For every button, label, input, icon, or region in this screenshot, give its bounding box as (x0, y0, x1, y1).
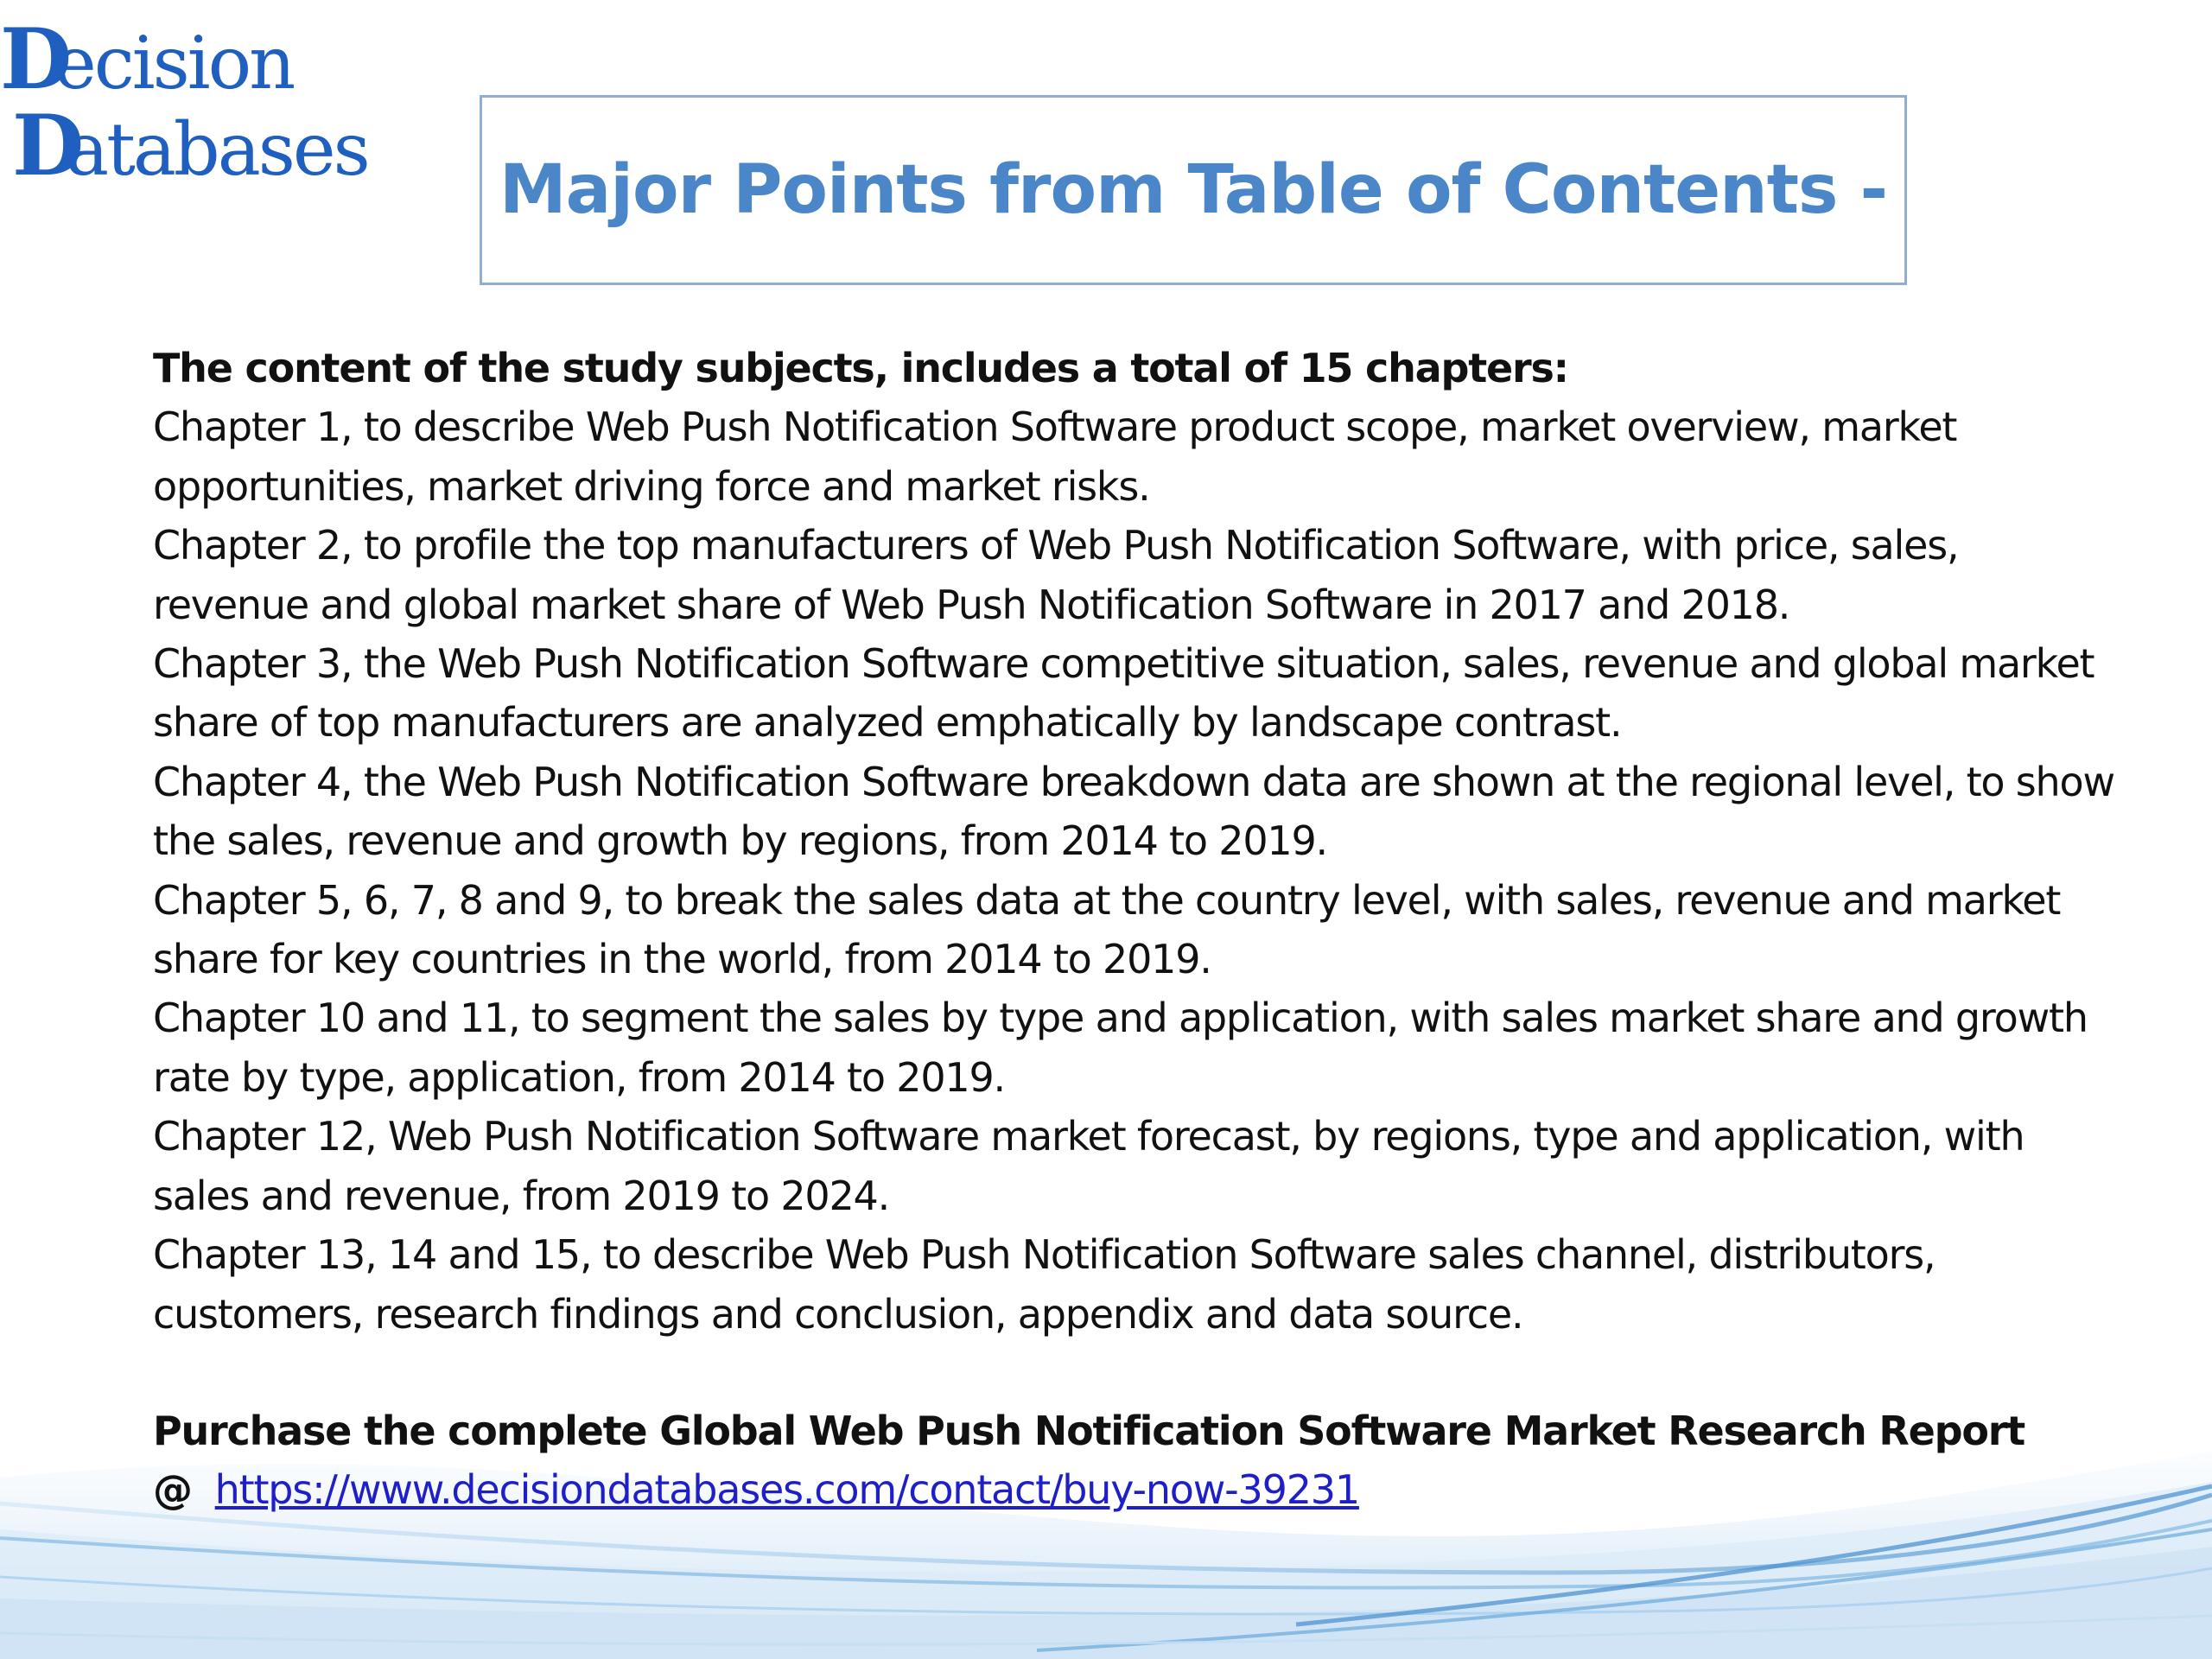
content-heading: The content of the study subjects, includes a total of 15 chapters: (153, 345, 1568, 391)
at-symbol: @ (153, 1466, 192, 1513)
title-box (480, 95, 1907, 285)
toc-content (153, 339, 2123, 1344)
purchase-text: Purchase the complete Global Web Push Notification Software Market Research Report (153, 1408, 2025, 1454)
purchase-link-line (153, 1460, 2123, 1519)
chapter-10-11: Chapter 10 and 11, to segment the sales by type and application, with sales market share and growth rate by type, application, from 2014 to 2019. (153, 995, 2088, 1101)
chapter-5-9: Chapter 5, 6, 7, 8 and 9, to break the sales data at the country level, with sales, revenue and market share for key countries in the world, from 2014 to 2019. (153, 876, 2061, 983)
logo-line-2: atabases (66, 107, 368, 181)
purchase-link[interactable]: https://www.decisiondatabases.com/contact/buy-now-39231 (214, 1466, 1359, 1513)
purchase-section (153, 1402, 2123, 1519)
chapter-4: Chapter 4, the Web Push Notification Software breakdown data are shown at the regional level, to show the sales, revenue and growth by regions, from 2014 to 2019. (153, 758, 2114, 865)
chapter-2: Chapter 2, to profile the top manufacturers of Web Push Notification Software, with price, sales, revenue and global market share of Web Push Notification Software in 2017 and 2018. (153, 522, 1959, 628)
logo-graphic (0, 17, 380, 181)
chapter-1: Chapter 1, to describe Web Push Notification Software product scope, market overview, market opportunities, market driving force and market risks. (153, 404, 1957, 510)
decision-databases-logo (0, 17, 380, 181)
chapter-12: Chapter 12, Web Push Notification Software market forecast, by regions, type and application, with sales and revenue, from 2019 to 2024. (153, 1113, 2024, 1219)
logo-initial-bottom: D (12, 97, 85, 181)
page-title: Major Points from Table of Contents - (499, 151, 1887, 229)
logo-initial-top: D (0, 17, 73, 108)
logo-line-1: ecision (54, 21, 294, 105)
chapter-3: Chapter 3, the Web Push Notification Software competitive situation, sales, revenue and global market share of top manufacturers are analyzed emphatically by landscape contrast. (153, 640, 2094, 747)
chapter-13-15: Chapter 13, 14 and 15, to describe Web Push Notification Software sales channel, distributors, customers, research findings and conclusion, appendix and data source. (153, 1231, 1936, 1338)
